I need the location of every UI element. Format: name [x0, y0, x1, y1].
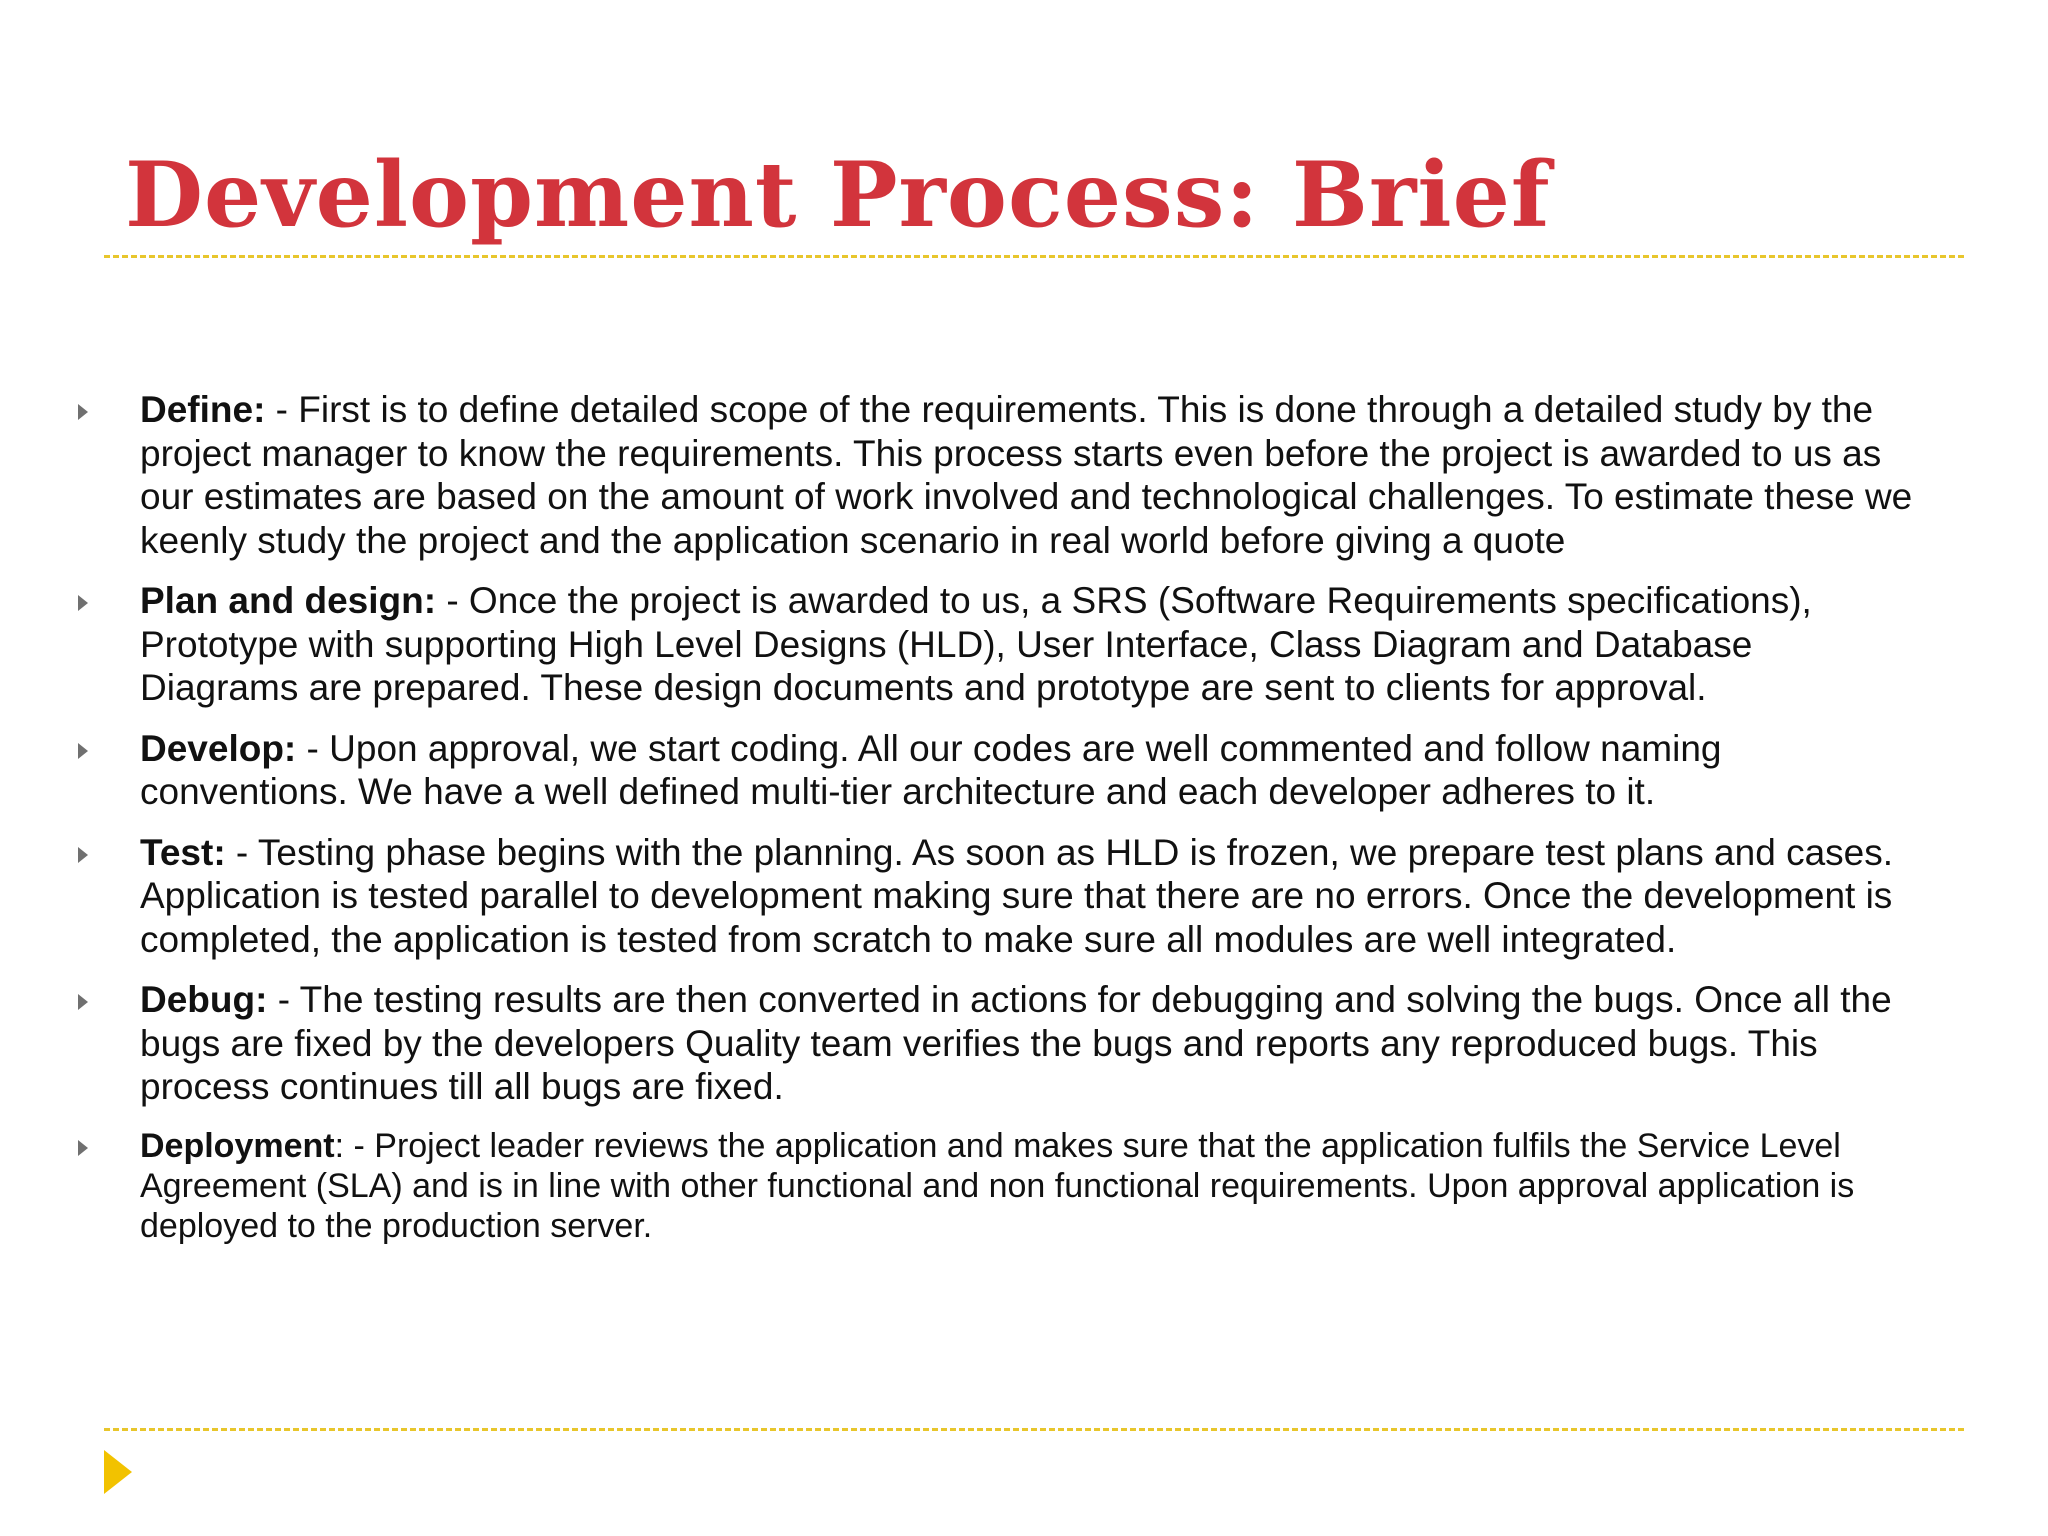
bullet-term: Test: — [140, 831, 226, 873]
bullet-triangle-icon — [78, 404, 88, 420]
bullet-text: - Testing phase begins with the planning. As soon as HLD is frozen, we prepare test plans and cases. Application is tested parallel to development making sure that there are no errors. Once the development is completed, the application is tested from scratch to make sure all modules are well integrated. — [140, 831, 1894, 960]
bullet-triangle-icon — [78, 994, 88, 1010]
bullet-text: - Project leader reviews the application and makes sure that the application fulfils the Service Level Agreement (SLA) and is in line with other functional and non functional requirements. Upon approval application is deployed to the production server. — [140, 1126, 1855, 1245]
bullet-term: Develop: — [140, 727, 297, 769]
bullet-text: - The testing results are then converted in actions for debugging and solving the bugs. Once all the bugs are fixed by the developers Quality team verifies the bugs and reports any reproduced bugs. This process continues till all bugs are fixed. — [140, 979, 1892, 1107]
bullet-triangle-icon — [78, 743, 88, 759]
bullet-triangle-icon — [78, 847, 88, 863]
title-divider — [104, 255, 1964, 258]
next-slide-arrow-icon[interactable] — [104, 1450, 132, 1494]
bullet-triangle-icon — [78, 595, 88, 611]
bullet-define — [0, 388, 1920, 562]
slide-title: Development Process: Brief — [125, 142, 1551, 248]
bullet-term: Plan and design: — [140, 580, 437, 621]
bullet-debug — [0, 978, 1920, 1109]
bullet-triangle-icon — [78, 1140, 88, 1156]
bullet-text: - First is to define detailed scope of the requirements. This is done through a detailed study by the project manager to know the requirements. This process starts even before the project is awarded to us as our estimates are based on the amount of work involved and technological challenges. To estimate these we keenly study the project and the application scenario in real world before giving a quote — [140, 389, 1913, 561]
bullet-term: Deployment — [140, 1126, 335, 1165]
bullet-develop — [0, 727, 1920, 814]
bullet-term-suffix: : — [334, 1126, 345, 1165]
bullet-list — [0, 388, 2048, 1263]
bullet-text: - Upon approval, we start coding. All our codes are well commented and follow naming conventions. We have a well defined multi-tier architecture and each developer adheres to it. — [140, 727, 1722, 812]
bullet-deployment — [0, 1126, 1920, 1246]
footer-divider — [104, 1428, 1964, 1431]
bullet-term: Define: — [140, 389, 266, 430]
bullet-plan-and-design — [0, 579, 1920, 710]
bullet-text: - Once the project is awarded to us, a SRS (Software Requirements specifications), Prototype with supporting High Level Designs (HLD), User Interface, Class Diagram and Database Diagrams are prepared. These design documents and prototype are sent to clients for approval. — [140, 580, 1812, 708]
bullet-term: Debug: — [140, 979, 268, 1020]
bullet-test — [0, 831, 1920, 962]
